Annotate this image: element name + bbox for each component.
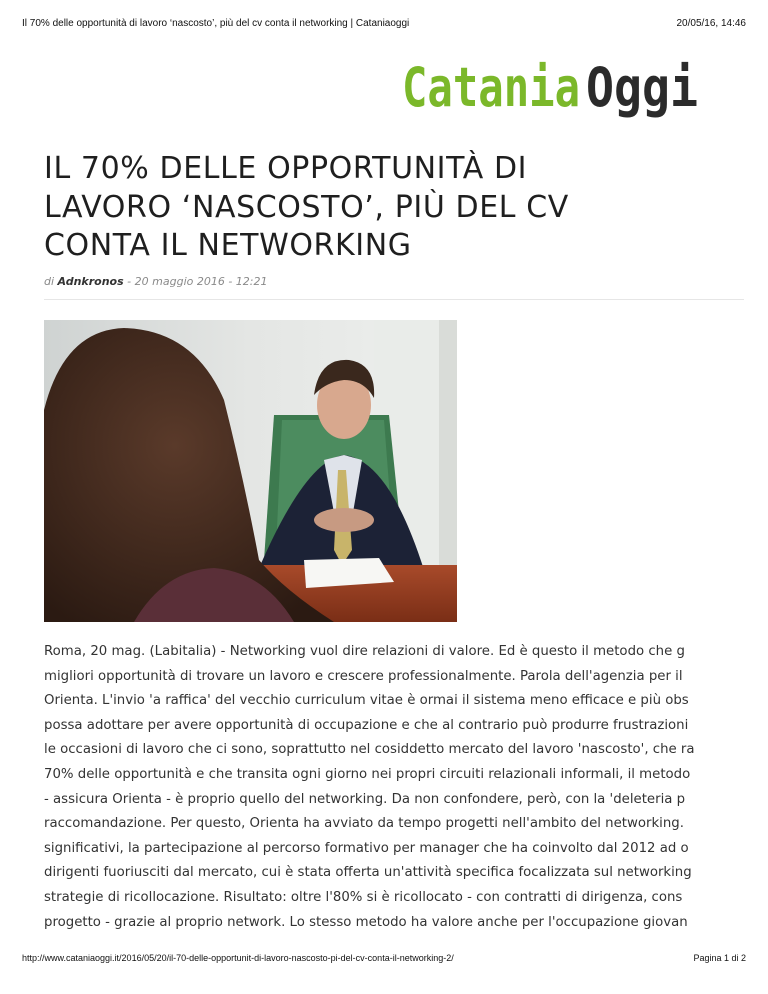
body-line: significativi, la partecipazione al percorso formativo per manager che ha coinvolto dal 2012 ad o bbox=[44, 840, 689, 856]
body-line: migliori opportunità di trovare un lavoro e crescere professionalmente. Parola dell'agenzia per il bbox=[44, 668, 683, 684]
body-line: raccomandazione. Per questo, Orienta ha avviato da tempo progetti nell'ambito del networking. bbox=[44, 816, 684, 832]
body-line: 70% delle opportunità e che transita ogni giorno nei propri circuiti relazionali informali, il metodo bbox=[44, 766, 691, 782]
body-line: Orienta. L'invio 'a raffica' del vecchio curriculum vitae è ormai il sistema meno efficace e più obs bbox=[44, 693, 689, 709]
body-line: possa adottare per avere opportunità di occupazione e che al contrario può produrre frustrazioni bbox=[44, 717, 689, 733]
article-byline bbox=[44, 275, 268, 288]
print-page-title: Il 70% delle opportunità di lavoro ‘nascosto’, più del cv conta il networking | Cataniaoggi bbox=[22, 18, 410, 29]
headline-line: IL 70% DELLE OPPORTUNITÀ DI bbox=[44, 151, 528, 186]
body-line: progetto - grazie al proprio network. Lo stesso metodo ha valore anche per l'occupazione giovan bbox=[44, 914, 688, 930]
byline-separator: - bbox=[127, 275, 132, 288]
body-line: Roma, 20 mag. (Labitalia) - Networking vuol dire relazioni di valore. Ed è questo il metodo che g bbox=[44, 644, 685, 659]
article-photo bbox=[44, 320, 457, 622]
article-date: 20 maggio 2016 - 12:21 bbox=[134, 275, 268, 288]
author-link[interactable]: Adnkronos bbox=[57, 275, 124, 288]
logo-text-catania: Catania bbox=[402, 56, 580, 119]
byline-prefix: di bbox=[44, 275, 55, 288]
print-footer bbox=[22, 953, 746, 963]
body-line: strategie di ricollocazione. Risultato: oltre l'80% si è ricollocato - con contratti di dirigenza, cons bbox=[44, 889, 683, 905]
body-line: - assicura Orienta - è proprio quello del networking. Da non confondere, però, con la 'deleteria p bbox=[44, 791, 686, 807]
print-header bbox=[22, 18, 746, 29]
article-headline bbox=[44, 150, 684, 266]
headline-line: LAVORO ‘NASCOSTO’, PIÙ DEL CV bbox=[44, 189, 569, 225]
print-datetime: 20/05/16, 14:46 bbox=[676, 18, 746, 29]
article-body bbox=[44, 640, 768, 935]
site-logo[interactable] bbox=[402, 46, 702, 126]
header-divider bbox=[44, 299, 744, 300]
body-line: dirigenti fuoriusciti dal mercato, cui è stata offerta un'attività specifica focalizzata sul networking bbox=[44, 865, 692, 881]
logo-text-oggi: Oggi bbox=[586, 56, 698, 119]
print-url: http://www.cataniaoggi.it/2016/05/20/il-70-delle-opportunit-di-lavoro-nascosto-pi-del-cv-conta-il-networking-2/ bbox=[22, 953, 454, 963]
headline-line: CONTA IL NETWORKING bbox=[44, 228, 412, 263]
interview-photo-illustration bbox=[44, 320, 457, 622]
body-line: le occasioni di lavoro che ci sono, soprattutto nel cosiddetto mercato del lavoro 'nascosto', che ra bbox=[44, 742, 695, 758]
print-page-number: Pagina 1 di 2 bbox=[693, 953, 746, 963]
